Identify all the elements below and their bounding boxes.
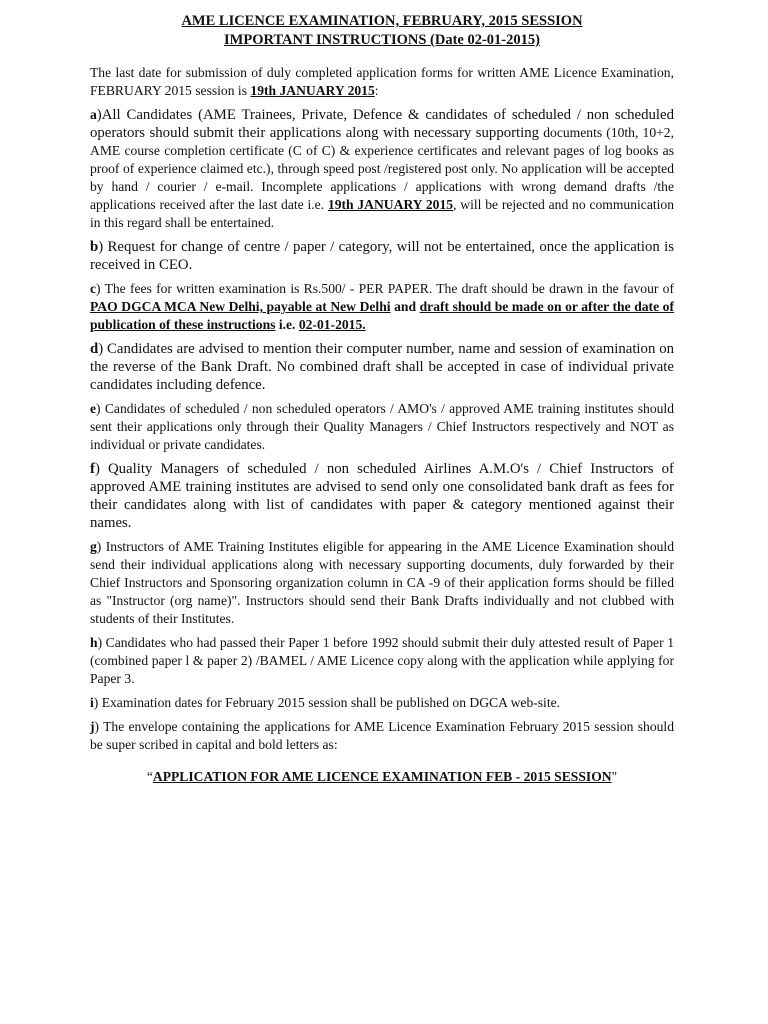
publication-date: 02-01-2015. (298, 317, 366, 332)
instruction-e: e) Candidates of scheduled / non scheduled operators / AMO's / approved AME training institutes should sent their applications only through their Quality Managers / Chief Instructors respectively and NOT as individual or private candidates. (90, 401, 674, 452)
draft-payee: PAO DGCA MCA New Delhi, payable at New Delhi (90, 299, 391, 314)
intro-paragraph: The last date for submission of duly completed application forms for written AME Licence Examination, FEBRUARY 2015 session is 19th JANUARY 2015: (90, 65, 674, 98)
instruction-d: d) Candidates are advised to mention their computer number, name and session of examination on the reverse of the Bank Draft. No combined draft shall be accepted in case of individual private candidates including defence. (90, 341, 674, 393)
instruction-c: c) The fees for written examination is Rs.500/ - PER PAPER. The draft should be drawn in the favour of PAO DGCA MCA New Delhi, payable at New Delhi and draft should be made on or after the date of publication of these instructions i.e. 02-01-2015. (90, 281, 675, 332)
instruction-i: i) Examination dates for February 2015 session shall be published on DGCA web-site. (90, 695, 561, 710)
instruction-b: b) Request for change of centre / paper / category, will not be entertained, once the application is received in CEO. (90, 239, 674, 273)
draft-date-rule: draft should be made on or after the date of publication of these instructions (90, 299, 675, 332)
instruction-h: h) Candidates who had passed their Paper 1 before 1992 should submit their duly attested result of Paper 1 (combined paper l & paper 2) /BAMEL / AME Licence copy along with the application while applying for Paper 3. (90, 635, 674, 686)
instruction-a: a)All Candidates (AME Trainees, Private, Defence & candidates of scheduled / non scheduled operators should submit their applications along with necessary supporting documents (10th, 10+2, AME course completion certificate (C of C) & experience certificates and relevant pages of log books as proof of experience claimed etc.), through speed post /registered post only. No application will be accepted by hand / courier / e-mail. Incomplete applications / applications with wrong demand drafts /the applications received after the last date i.e. 19th JANUARY 2015, will be rejected and no communication in this regard shall be entertained. (90, 107, 675, 230)
intro-date: 19th JANUARY 2015 (250, 83, 375, 98)
instruction-g: g) Instructors of AME Training Institutes eligible for appearing in the AME Licence Examination should send their individual applications along with necessary supporting documents, duly forwarded by their Chief Instructors and Sponsoring organization column in CA -9 of their application forms should be filled as "Instructor (org name)". Instructors should send their Bank Drafts individually and not clubbed with students of their Institutes. (90, 539, 674, 626)
doc-title-line2: IMPORTANT INSTRUCTIONS (Date 02-01-2015) (224, 32, 540, 48)
instruction-f: f) Quality Managers of scheduled / non scheduled Airlines A.M.O's / Chief Instructors of approved AME training institutes are advised to send only one consolidated bank draft as fees for their candidates along with list of candidates with paper & category mentioned against their names. (90, 461, 674, 531)
instruction-j: j) The envelope containing the applications for AME Licence Examination February 2015 session should be super scribed in capital and bold letters as: (90, 719, 674, 752)
doc-title-line1: AME LICENCE EXAMINATION, FEBRUARY, 2015 SESSION (181, 13, 583, 29)
envelope-label: APPLICATION FOR AME LICENCE EXAMINATION FEB - 2015 SESSION (152, 769, 612, 784)
envelope-superscription: “APPLICATION FOR AME LICENCE EXAMINATION FEB - 2015 SESSION" (146, 769, 618, 784)
deadline-date: 19th JANUARY 2015 (327, 197, 454, 212)
